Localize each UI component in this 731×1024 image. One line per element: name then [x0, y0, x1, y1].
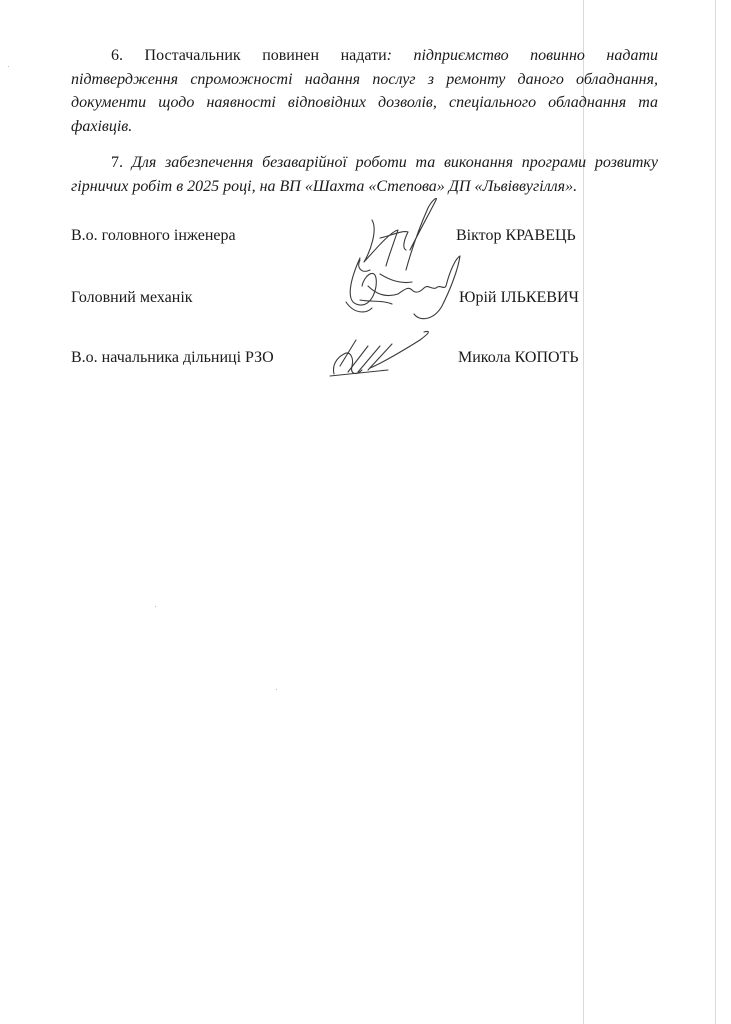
paragraph-7-number: 7.: [111, 154, 123, 171]
paragraph-6: [71, 44, 658, 138]
paragraph-6-number: 6.: [111, 47, 123, 64]
signatory-name: Віктор КРАВЕЦЬ: [456, 227, 576, 244]
signatory-title: В.о. начальника дільниці РЗО: [71, 349, 274, 366]
signatory-title: Головний механік: [71, 289, 193, 306]
scan-speck: [155, 606, 156, 607]
signatory-title: В.о. головного інженера: [71, 227, 236, 244]
signatory-name: Юрій ІЛЬКЕВИЧ: [459, 289, 579, 306]
paragraph-6-lead: Постачальник повинен надати: [144, 47, 387, 64]
handwritten-signatures: [320, 190, 470, 390]
paragraph-6-body: : підприємство повинно надати підтвердження спроможності надання послуг з ремонту даного обладнання, документи щодо наявності відповідних дозволів, спеціального обладнання та фахівців.: [71, 47, 659, 135]
scan-speck: [8, 66, 9, 67]
scan-speck: [276, 689, 277, 690]
signatory-name: Микола КОПОТЬ: [458, 349, 579, 366]
signature-kopot: [330, 331, 428, 376]
signature-ilkevych: [346, 256, 460, 319]
scan-artifact-line: [715, 0, 716, 1024]
signature-kravets: [359, 198, 437, 271]
paragraph-7-body: Для забезпечення безаварійної роботи та виконання програми розвитку гірничих робіт в 2025 році, на ВП «Шахта «Степова» ДП «Львіввугілля».: [71, 154, 658, 195]
